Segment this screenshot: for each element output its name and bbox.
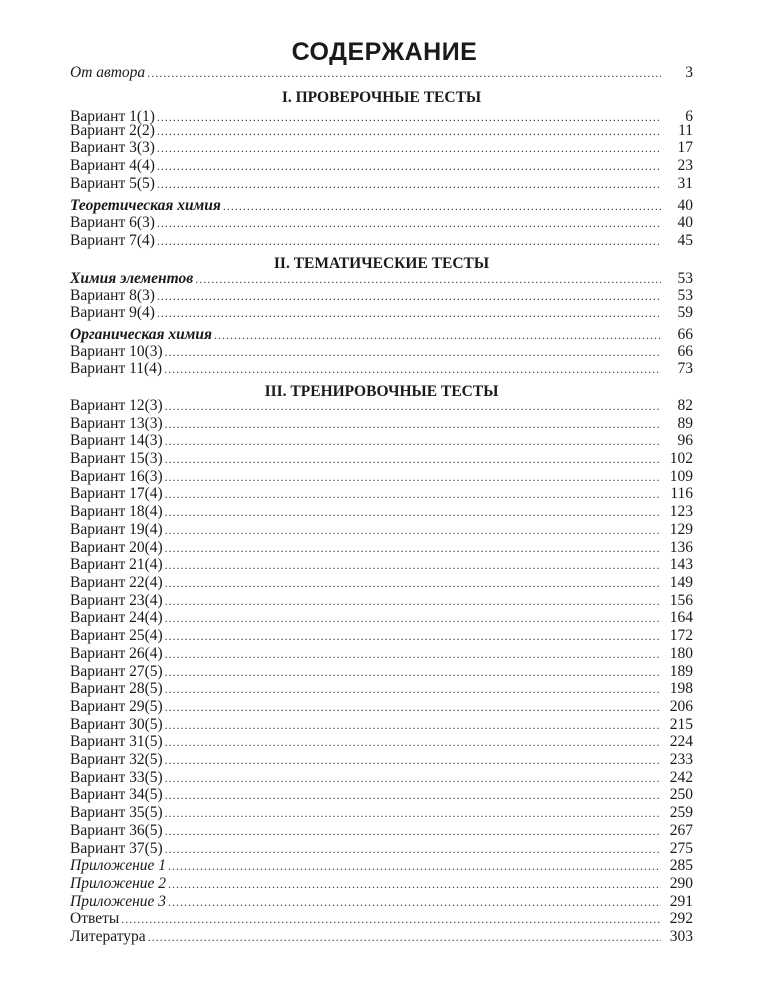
dot-leader [165, 397, 661, 415]
toc-entry-page: 17 [677, 139, 693, 156]
toc-entry-page: 206 [669, 698, 693, 715]
dot-leader [165, 698, 661, 716]
toc-entry[interactable] [70, 928, 693, 946]
dot-leader [165, 804, 661, 822]
dot-leader [164, 360, 661, 378]
toc-entry-page: 164 [669, 609, 693, 626]
toc-entry-title: Вариант 33(5) [70, 769, 163, 786]
toc-entry[interactable] [70, 680, 693, 698]
dot-leader [165, 716, 661, 734]
toc-entry[interactable] [70, 627, 693, 645]
toc-entry[interactable] [70, 139, 693, 157]
dot-leader [214, 326, 661, 344]
toc-entry[interactable] [70, 733, 693, 751]
toc-entry[interactable] [70, 539, 693, 557]
toc-entry-title: Вариант 9(4) [70, 304, 155, 321]
toc-entry-title: Вариант 36(5) [70, 822, 163, 839]
toc-entry[interactable] [70, 663, 693, 681]
toc-entry[interactable] [70, 175, 693, 193]
toc-entry[interactable] [70, 840, 693, 858]
toc-entry-title: От автора [70, 64, 146, 81]
toc-entry-title: Вариант 13(3) [70, 415, 163, 432]
dot-leader [165, 840, 661, 858]
toc-entry[interactable] [70, 122, 693, 140]
toc-entry[interactable] [70, 556, 693, 574]
toc-entry[interactable] [70, 450, 693, 468]
toc-entry[interactable] [70, 397, 693, 415]
toc-entry[interactable] [70, 415, 693, 433]
toc-entry-page: 189 [669, 663, 693, 680]
toc-entry-title: Вариант 3(3) [70, 139, 155, 156]
toc-entry[interactable] [70, 287, 693, 305]
dot-leader [165, 609, 661, 627]
toc-entry[interactable] [70, 485, 693, 503]
dot-leader [157, 287, 661, 305]
toc-entry-page: 285 [669, 857, 693, 874]
toc-entry-title: Вариант 34(5) [70, 786, 163, 803]
toc-entry-page: 11 [678, 122, 693, 139]
dot-leader [157, 122, 661, 140]
toc-entry-title: Вариант 30(5) [70, 716, 163, 733]
toc-entry-page: 172 [669, 627, 693, 644]
toc-entry-page: 6 [685, 108, 693, 125]
toc-entry-page: 242 [669, 769, 693, 786]
dot-leader [165, 503, 661, 521]
toc-entry-page: 233 [669, 751, 693, 768]
toc-entry-title: Вариант 24(4) [70, 609, 163, 626]
toc-entry-page: 3 [685, 64, 693, 81]
dot-leader [165, 539, 661, 557]
toc-entry-title: Вариант 14(3) [70, 432, 163, 449]
toc-entry-title: Вариант 28(5) [70, 680, 163, 697]
dot-leader [223, 197, 661, 215]
dot-leader [157, 214, 661, 232]
toc-entry-page: 149 [669, 574, 693, 591]
toc-entry-title: Вариант 20(4) [70, 539, 163, 556]
section-heading: I. ПРОВЕРОЧНЫЕ ТЕСТЫ [281, 89, 482, 106]
toc-entry-title: Вариант 29(5) [70, 698, 163, 715]
page-title: СОДЕРЖАНИЕ [291, 38, 478, 66]
toc-entry-page: 66 [677, 326, 693, 343]
dot-leader [165, 556, 661, 574]
dot-leader [157, 175, 661, 193]
toc-entry[interactable] [70, 521, 693, 539]
toc-entry-title: Вариант 21(4) [70, 556, 163, 573]
toc-entry[interactable] [70, 343, 693, 361]
dot-leader [157, 232, 661, 250]
section-heading: II. ТЕМАТИЧЕСКИЕ ТЕСТЫ [273, 255, 490, 272]
toc-entry[interactable] [70, 503, 693, 521]
dot-leader [165, 733, 661, 751]
toc-entry[interactable] [70, 893, 693, 911]
dot-leader [165, 769, 661, 787]
toc-entry-page: 109 [669, 468, 693, 485]
toc-entry-page: 180 [669, 645, 693, 662]
toc-entry-page: 73 [677, 360, 693, 377]
toc-entry-title: Вариант 35(5) [70, 804, 163, 821]
toc-entry[interactable] [70, 326, 693, 344]
dot-leader [165, 751, 661, 769]
toc-entry-title: Вариант 7(4) [70, 232, 155, 249]
dot-leader [165, 468, 661, 486]
toc-entry-title: Вариант 4(4) [70, 157, 155, 174]
toc-entry-page: 156 [669, 592, 693, 609]
toc-entry-title: Вариант 25(4) [70, 627, 163, 644]
toc-entry-page: 143 [669, 556, 693, 573]
toc-entry-page: 303 [669, 928, 693, 945]
dot-leader [147, 64, 661, 82]
dot-leader [157, 139, 661, 157]
toc-entry-title: Вариант 31(5) [70, 733, 163, 750]
toc-entry-page: 215 [669, 716, 693, 733]
toc-entry[interactable] [70, 609, 693, 627]
toc-entry[interactable] [70, 857, 693, 875]
dot-leader [165, 432, 661, 450]
toc-entry[interactable] [70, 270, 693, 288]
toc-entry-page: 290 [669, 875, 693, 892]
toc-entry-title: Вариант 37(5) [70, 840, 163, 857]
dot-leader [195, 270, 661, 288]
toc-entry[interactable] [70, 645, 693, 663]
dot-leader [168, 893, 661, 911]
toc-entry-page: 102 [669, 450, 693, 467]
dot-leader [165, 343, 661, 361]
dot-leader [165, 645, 661, 663]
dot-leader [165, 485, 661, 503]
toc-entry-title: Вариант 5(5) [70, 175, 155, 192]
toc-entry-page: 123 [669, 503, 693, 520]
toc-entry-page: 23 [677, 157, 693, 174]
toc-entry[interactable] [70, 786, 693, 804]
toc-entry[interactable] [70, 698, 693, 716]
toc-entry[interactable] [70, 716, 693, 734]
dot-leader [121, 910, 661, 928]
toc-entry-page: 224 [669, 733, 693, 750]
toc-entry-title: Вариант 23(4) [70, 592, 163, 609]
dot-leader [165, 786, 661, 804]
dot-leader [165, 627, 661, 645]
toc-entry-title: Вариант 6(3) [70, 214, 155, 231]
toc-entry-title: Вариант 18(4) [70, 503, 163, 520]
toc-entry[interactable] [70, 910, 693, 928]
dot-leader [168, 857, 661, 875]
toc-entry-page: 40 [677, 214, 693, 231]
toc-entry-title: Вариант 27(5) [70, 663, 163, 680]
dot-leader [165, 415, 661, 433]
toc-entry[interactable] [70, 360, 693, 378]
dot-leader [165, 450, 661, 468]
toc-entry-title: Вариант 2(2) [70, 122, 155, 139]
toc-entry-title: Вариант 8(3) [70, 287, 155, 304]
toc-entry-title: Приложение 1 [70, 857, 167, 874]
toc-entry-page: 59 [677, 304, 693, 321]
toc-entry-title: Ответы [70, 910, 120, 927]
toc-entry-page: 40 [677, 197, 693, 214]
toc-entry-title: Вариант 19(4) [70, 521, 163, 538]
toc-entry-page: 129 [669, 521, 693, 538]
toc-entry[interactable] [70, 232, 693, 250]
toc-entry-title: Вариант 12(3) [70, 397, 163, 414]
dot-leader [165, 592, 661, 610]
toc-entry-page: 45 [677, 232, 693, 249]
toc-entry-title: Приложение 2 [70, 875, 167, 892]
toc-entry[interactable] [70, 214, 693, 232]
toc-entry-page: 89 [677, 415, 693, 432]
toc-entry-page: 259 [669, 804, 693, 821]
toc-entry-title: Органическая химия [70, 326, 213, 343]
toc-entry-title: Вариант 15(3) [70, 450, 163, 467]
toc-entry[interactable] [70, 822, 693, 840]
toc-entry[interactable] [70, 751, 693, 769]
toc-entry-page: 291 [669, 893, 693, 910]
toc-entry[interactable] [70, 592, 693, 610]
toc-entry-page: 53 [677, 287, 693, 304]
toc-entry-title: Вариант 32(5) [70, 751, 163, 768]
toc-entry-title: Теоретическая химия [70, 197, 221, 214]
dot-leader [165, 822, 661, 840]
toc-entry-title: Химия элементов [70, 270, 194, 287]
toc-entry-page: 292 [669, 910, 693, 927]
toc-entry-page: 116 [670, 485, 693, 502]
toc-entry[interactable] [70, 574, 693, 592]
toc-entry-page: 250 [669, 786, 693, 803]
dot-leader [165, 663, 661, 681]
section-heading: III. ТРЕНИРОВОЧНЫЕ ТЕСТЫ [264, 383, 499, 400]
toc-entry-title: Вариант 10(3) [70, 343, 163, 360]
dot-leader [165, 680, 661, 698]
toc-entry-page: 267 [669, 822, 693, 839]
toc-entry[interactable] [70, 304, 693, 322]
dot-leader [157, 304, 661, 322]
toc-entry-title: Вариант 22(4) [70, 574, 163, 591]
toc-entry-title: Вариант 16(3) [70, 468, 163, 485]
toc-entry[interactable] [70, 157, 693, 175]
toc-entry-title: Вариант 11(4) [70, 360, 163, 377]
toc-entry-page: 82 [677, 397, 693, 414]
toc-entry[interactable] [70, 197, 693, 215]
toc-entry[interactable] [70, 468, 693, 486]
toc-entry[interactable] [70, 769, 693, 787]
toc-entry-title: Литература [70, 928, 146, 945]
toc-entry[interactable] [70, 875, 693, 893]
dot-leader [168, 875, 661, 893]
dot-leader [165, 521, 661, 539]
dot-leader [148, 928, 661, 946]
toc-entry-title: Вариант 17(4) [70, 485, 163, 502]
toc-entry-title: Приложение 3 [70, 893, 167, 910]
toc-entry[interactable] [70, 432, 693, 450]
toc-entry-page: 198 [669, 680, 693, 697]
toc-entry[interactable] [70, 64, 693, 82]
toc-entry-page: 66 [677, 343, 693, 360]
toc-entry-page: 31 [677, 175, 693, 192]
toc-entry-page: 96 [677, 432, 693, 449]
dot-leader [157, 157, 661, 175]
dot-leader [165, 574, 661, 592]
toc-entry-page: 53 [677, 270, 693, 287]
toc-entry-page: 275 [669, 840, 693, 857]
toc-entry[interactable] [70, 804, 693, 822]
toc-entry-title: Вариант 1(1) [70, 108, 155, 125]
toc-entry-page: 136 [669, 539, 693, 556]
toc-entry-title: Вариант 26(4) [70, 645, 163, 662]
